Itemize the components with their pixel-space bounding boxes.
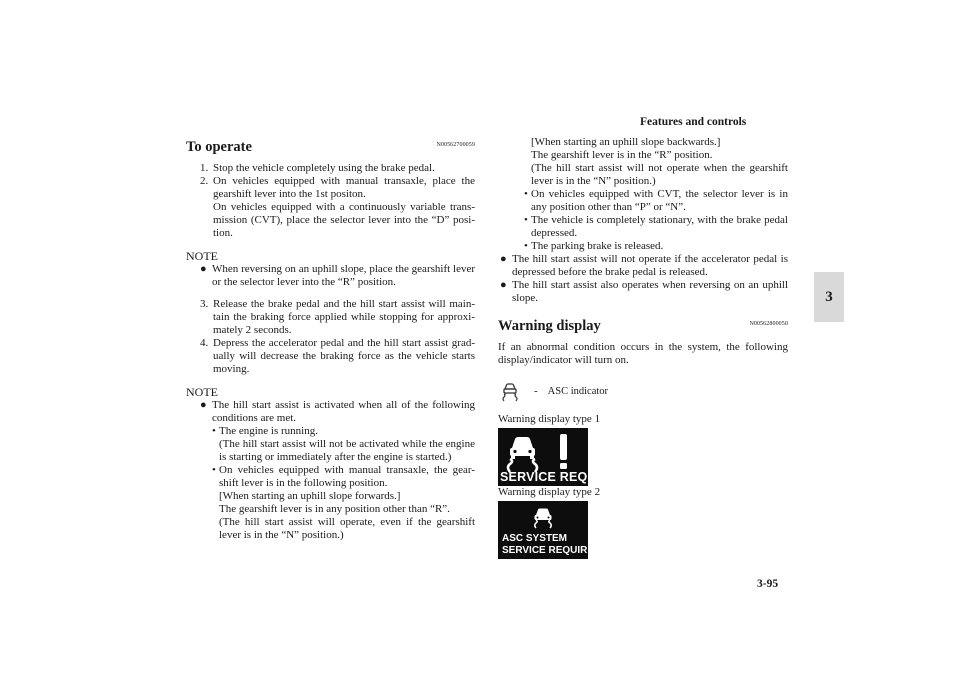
condition-detail: The gearshift lever is in the “R” position.	[531, 149, 713, 161]
section-header: Features and controls	[640, 116, 747, 128]
left-column	[186, 138, 475, 542]
chapter-number: 3	[825, 289, 833, 305]
condition-item: • On vehicles equipped with manual transaxle, the gear-shift lever is in the following position.	[212, 464, 475, 489]
condition-item: • The engine is running.	[212, 425, 318, 437]
condition-detail: The gearshift lever is in any position other than “R”.	[219, 503, 450, 515]
section-code: N00562800050	[749, 321, 788, 327]
note-bullet: ● The hill start assist will not operate if the accelerator pedal is depressed before the brake pedal is released.	[500, 253, 788, 278]
condition-detail: (The hill start assist will operate, even if the gearshift lever is in the “N” position.)	[219, 516, 475, 541]
step-1: 1. Stop the vehicle completely using the brake pedal.	[200, 162, 435, 174]
condition-detail: [When starting an uphill slope backwards.]	[531, 136, 721, 148]
warning-type-2-label: Warning display type 2	[498, 486, 601, 498]
to-operate-heading: To operate N00562700059	[186, 138, 475, 156]
step-4: 4. Depress the accelerator pedal and the hill start assist grad-ually will decrease the braking force as the vehicle starts moving.	[200, 337, 475, 375]
step-3: 3. Release the brake pedal and the hill start assist will main-tain the braking force applied while stopping for approxi-mately 2 seconds.	[200, 298, 475, 336]
note-bullet: ● The hill start assist is activated when all of the following conditions are met.	[200, 399, 475, 424]
note-label: NOTE	[186, 249, 218, 263]
asc-system-text: ASC SYSTEM	[502, 533, 568, 544]
note-label: NOTE	[186, 385, 218, 399]
right-column	[498, 136, 788, 559]
warning-display-type-1	[498, 428, 628, 486]
asc-indicator-row	[498, 379, 788, 403]
asc-skid-icon	[500, 380, 520, 402]
condition-item: • On vehicles equipped with CVT, the selector lever is in any position other than “P” or “N”.	[524, 188, 788, 213]
page-number: 3-95	[757, 578, 779, 590]
service-required-text: SERVICE REQUIRED	[500, 470, 628, 484]
condition-detail: [When starting an uphill slope forwards.]	[219, 490, 401, 502]
note-bullet: ● The hill start assist also operates when reversing on an uphill slope.	[500, 279, 788, 304]
warning-intro: If an abnormal condition occurs in the system, the following display/indicator will turn on.	[498, 341, 788, 366]
condition-item: • The vehicle is completely stationary, with the brake pedal depressed.	[524, 214, 788, 239]
warning-display-heading: Warning display N00562800050	[498, 317, 788, 335]
service-required-text: SERVICE REQUIRED	[502, 545, 602, 556]
section-code: N00562700059	[436, 142, 475, 148]
condition-detail: (The hill start assist will not be activated while the engine is starting or immediately after the engine is started.)	[219, 438, 475, 463]
warning-type-1-label: Warning display type 1	[498, 413, 601, 425]
warning-display-type-2	[498, 501, 602, 559]
indicator-dash: -	[534, 384, 538, 397]
exclamation-icon	[560, 434, 567, 469]
condition-detail: (The hill start assist will not operate when the gearshift lever is in the “N” position.)	[531, 162, 788, 187]
step-2-cvt: On vehicles equipped with a continuously variable trans-mission (CVT), place the selector lever into the “D” posi-tion.	[213, 201, 475, 239]
condition-item: • The parking brake is released.	[524, 240, 664, 252]
note-bullet: ● When reversing on an uphill slope, place the gearshift lever or the selector lever into the “R” position.	[200, 263, 475, 288]
asc-indicator-label: ASC indicator	[547, 385, 609, 397]
chapter-tab	[814, 272, 844, 322]
step-2: 2. On vehicles equipped with manual transaxle, place the gearshift lever into the 1st positon.	[200, 175, 475, 200]
